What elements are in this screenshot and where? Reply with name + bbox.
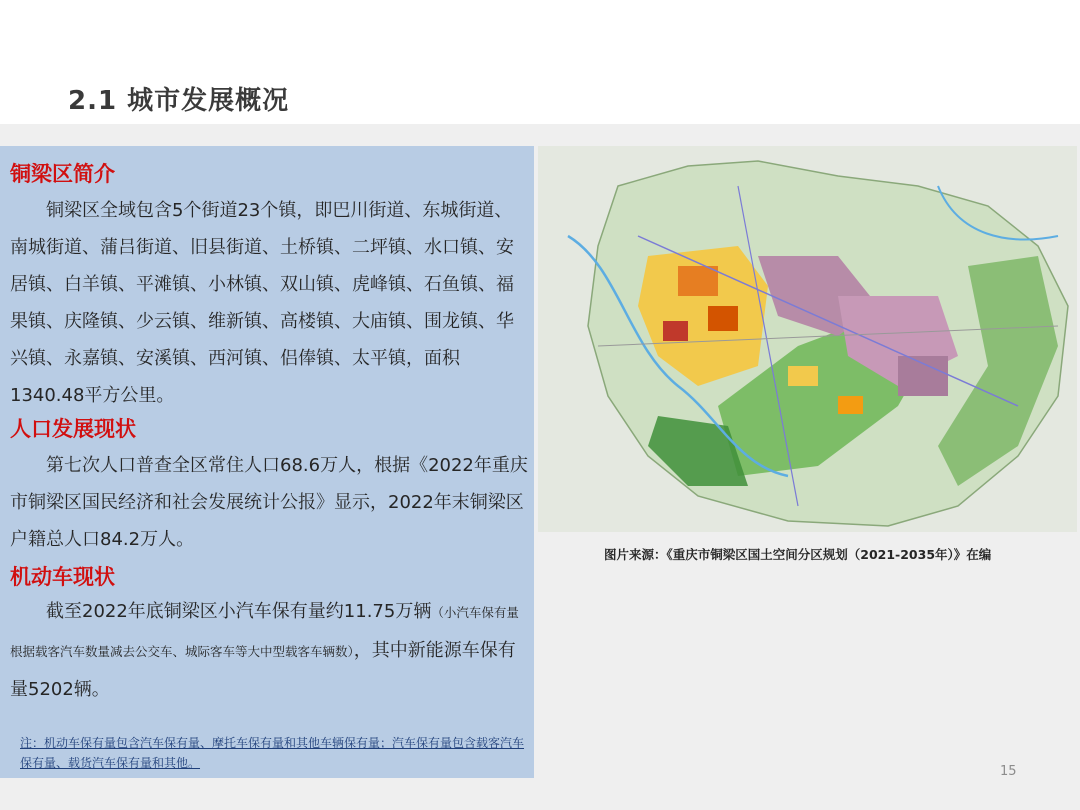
slide-title: 2.1 城市发展概况	[68, 86, 290, 116]
intro-paragraph: 铜梁区全域包含5个街道23个镇，即巴川街道、东城街道、南城街道、蒲吕街道、旧县街道、土桥镇、二坪镇、水口镇、安居镇、白羊镇、平滩镇、小林镇、双山镇、虎峰镇、石鱼镇、福果镇、庆隆镇、少云镇、维新镇、高楼镇、大庙镇、围龙镇、华兴镇、永嘉镇、安溪镇、西河镇、侣俸镇、太平镇，面积1340.48平方公里。	[10, 200, 514, 406]
vehicles-paragraph	[10, 593, 530, 709]
vehicles-end-text: ，其中新能源车保有量5202辆。	[10, 640, 516, 700]
vehicles-main-text: 截至2022年底铜梁区小汽车保有量约11.75万辆	[46, 601, 432, 622]
vehicles-small-text: （小汽车保有量根据载客汽车数量减去公交车、城际客车等大中型载客车辆数）	[10, 605, 519, 659]
population-paragraph: 第七次人口普查全区常住人口68.6万人，根据《2022年重庆市铜梁区国民经济和社会发展统计公报》显示，2022年末铜梁区户籍总人口84.2万人。	[10, 455, 528, 550]
section-heading-vehicles: 机动车现状	[10, 565, 115, 589]
figure-caption: 图片来源：《重庆市铜梁区国土空间分区规划（2021-2035年）》在编	[604, 547, 992, 562]
section-heading-intro: 铜梁区简介	[10, 162, 115, 186]
map-graphic	[538, 146, 1077, 532]
page-number: 15	[1000, 764, 1017, 779]
section-heading-population: 人口发展现状	[10, 417, 136, 441]
land-use-map	[538, 146, 1077, 532]
footnote: 注：机动车保有量包含汽车保有量、摩托车保有量和其他车辆保有量；汽车保有量包含载客汽车保有量、载货汽车保有量和其他。	[20, 736, 525, 770]
